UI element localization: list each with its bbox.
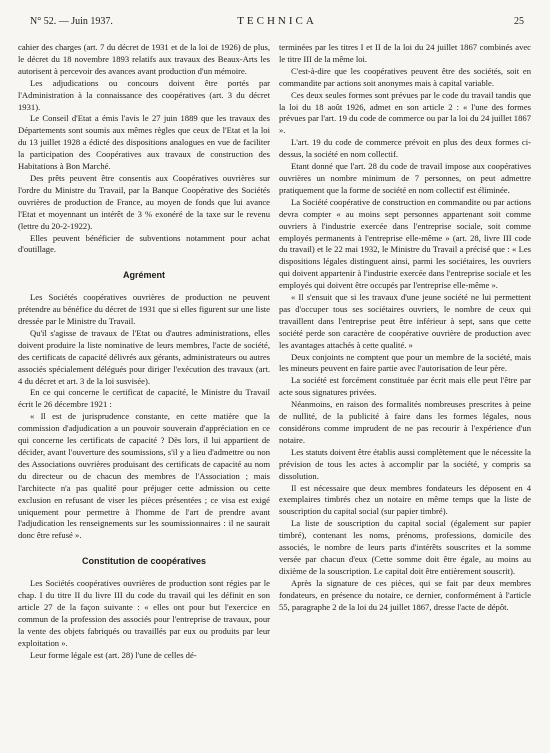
paragraph: La société est forcément constituée par écrit mais elle peut l'être par acte sous signatures privées. [279,375,531,398]
page-header [30,16,524,32]
journal-title: TECHNICA [237,15,317,27]
left-column [18,42,270,662]
paragraph: « Il est de jurisprudence constante, en cette matière que la commission d'adjudication a un pouvoir souverain d'appréciation en ce qui concerne les certificats de capacité ? Dès lors, il lui appartient de décider, avant l'ouverture des soumissions, s'il y a lieu d'admettre ou non des Associations ouvrières produisant des certificats de capacité au nom du directeur ou de chacun des membres de l'Association ; mais l'architecte n'a pas qualité pour préjuger cette admission ou cette exclusion en refusant de viser les pièces présentées ; ce visa est exigé uniquement pour permettre à l'homme de l'art de prendre avant l'adjudication les renseignements sur les soumissionnaires : il ne saurait donc être refusé ». [18,411,270,541]
paragraph: Deux conjoints ne comptent que pour un membre de la société, mais les mineurs peuvent en faire partie avec l'autorisation de leur père. [279,351,531,374]
paragraph: Ces deux seules formes sont prévues par le code du travail tandis que la loi du 18 août 1926, admet en son article 2 : « l'une des formes prévues par l'art. 19 du code de commerce ou par la loi du 24 juillet 1867 ». [279,89,531,136]
paragraph: Les Sociétés coopératives ouvrières de production ne peuvent prétendre au bénéfice du décret de 1931 que si elles figurent sur une liste dressée par le Ministre du Travail. [18,292,270,327]
paragraph: L'art. 19 du code de commerce prévoit en plus des deux formes ci-dessus, la société en nom collectif. [279,137,531,160]
section-heading-constitution: Constitution de coopératives [81,556,206,567]
section-heading-agrement: Agrément [122,270,165,281]
paragraph: cahier des charges (art. 7 du décret de 1931 et de la loi de 1926) de plus, le décret du 18 novembre 1893 relatifs aux travaux des Beaux-Arts les autorisent à percevoir des avances avant production d'un mémoire. [18,42,270,76]
right-column [279,42,531,614]
paragraph: Etant donné que l'art. 28 du code de travail impose aux coopératives ouvrières un nombre minimum de 7 personnes, on peut admettre pratiquement que la forme de société en nom collectif est éliminée. [279,161,531,195]
paragraph: Des prêts peuvent être consentis aux Coopératives ouvrières sur l'ordre du Ministre du Travail, par la Banque Coopérative des Sociétés ouvrières de production de France, au moyen de fonds que lui avance l'Etat et moyennant un intérêt de 3 % exonéré de la taxe sur le revenu (lettre du 20-2-1922). [18,172,270,231]
paragraph: Elles peuvent bénéficier de subventions notamment pour achat d'outillage. [18,232,270,255]
paragraph: Il est nécessaire que deux membres fondateurs les déposent en 4 exemplaires timbrés chez un notaire en même temps que la liste de souscription du capital social (sur papier timbré). [279,482,531,517]
paragraph: terminées par les titres I et II de la loi du 24 juillet 1867 combinés avec le titre III de la même loi. [279,42,531,64]
paragraph: Les adjudications ou concours doivent être portés par l'Administration à la connaissance des coopératives (art. 3 du décret 1931). [18,77,270,112]
paragraph: En ce qui concerne le certificat de capacité, le Ministre du Travail écrit le 26 décembre 1921 : [18,387,270,410]
paragraph: Les statuts doivent être établis aussi complètement que le nécessite la prévision de tous les actes à accomplir par la société, y compris sa dissolution. [279,446,531,481]
paragraph: « Il s'ensuit que si les travaux d'une jeune société ne lui permettent pas d'occuper tous ses sociétaires ouvriers, le nombre de ceux qui travaillent dans l'entreprise peut être inférieur à sept, sans que cette société perde son caractère de coopérative ouvrière de production avec les avantages attachés à cette qualité. » [279,292,531,350]
paragraph: La liste de souscription du capital social (également sur papier timbré), contenant les noms, prénoms, professions, domicile des associés, le nombre de leurs parts d'intérêts souscrites et la somme versée par chacun d'eux (Cette somme doit être égale, au moins au dixième de la souscription. Le capital doit être entièrement souscrit). [279,518,531,576]
page-number: 25 [514,16,524,27]
paragraph: Le Conseil d'Etat a émis l'avis le 27 juin 1889 que les travaux des Départements sont soumis aux mêmes règles que ceux de l'Etat et la loi du 13 juillet 1928 a édicté des dispositions analogues en vue de faciliter la participation des Coopératives aux travaux de construction des Habitations à Bon Marché. [18,113,270,172]
paragraph: C'est-à-dire que les coopératives peuvent être des sociétés, soit en commandite par actions soit anonymes mais à capital variable. [279,65,531,88]
paragraph: Néanmoins, en raison des formalités nombreuses prescrites à peine de nullité, de la publicité à faire dans les formes légales, nous considérons comme imprudent de ne pas recourir à l'expérience d'un notaire. [279,399,531,445]
paragraph: Les Sociétés coopératives ouvrières de production sont régies par le chap. I du titre II du livre III du code du travail qui les définit en son article 27 de la façon suivante : « elles ont pour but l'exercice en commun de la profession des associés pour l'entreprise de travaux, pour la vente des objets fabriqués ou travaillés par eux ou produits par leur exploitation ». [18,578,270,648]
paragraph: La Société coopérative de construction en commandite ou par actions devra compter « au moins sept personnes appartenant soit comme ouvriers à l'industrie exercée dans l'entreprise sociale, soit comme employés permanents à l'entreprise elle-même » (art. 28, livre III code du travail) et le 22 mai 1932, le Ministre du Travail a précisé que : « Les dispositions légales distinguent ainsi, parmi les sociétaires, les ouvriers qui doivent appartenir à l'industrie exercée dans l'entreprise sociale et les employés qui doivent être occupés par l'entreprise elle-même ». [279,196,531,291]
paragraph: Après la signature de ces pièces, qui se fait par deux membres fondateurs, en présence du notaire, ce dernier, conformément à l'article 55, paragraphe 2 de la loi du 24 juillet 1867, dresse l'acte de dépôt. [279,577,531,612]
paragraph: Leur forme légale est (art. 28) l'une de celles dé- [30,649,197,660]
issue-date: N° 52. — Juin 1937. [30,16,113,27]
paragraph: Qu'il s'agisse de travaux de l'Etat ou d'autres administrations, elles doivent produire la liste nominative de leurs membres, l'acte de société, des certificats de capacité délivrés aux gérants, administrateurs ou autres associés spécialement délégués pour diriger l'exécution des travaux (art. 4 du décret et art. 3 de la loi susvisée). [18,327,270,386]
